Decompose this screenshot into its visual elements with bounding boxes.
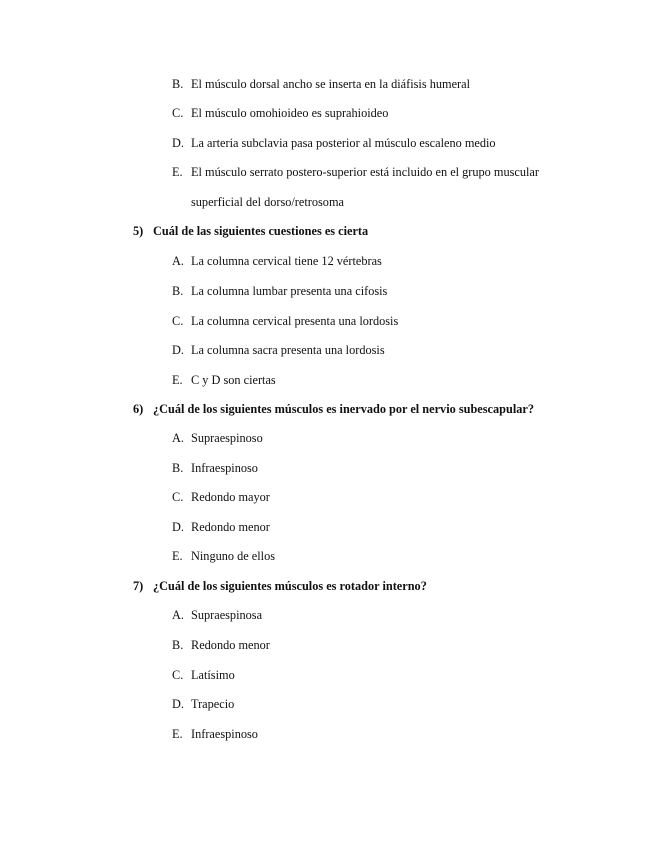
option-text: Redondo mayor bbox=[191, 490, 270, 504]
option-text: Redondo menor bbox=[191, 638, 270, 652]
option-text: Latísimo bbox=[191, 668, 235, 682]
option-letter: D. bbox=[172, 343, 184, 357]
option-text: El músculo serrato postero-superior está incluido en el grupo muscular bbox=[191, 165, 539, 179]
option-text: Trapecio bbox=[191, 697, 235, 711]
question-text: Cuál de las siguientes cuestiones es cierta bbox=[153, 224, 369, 238]
option-text: La columna cervical tiene 12 vértebras bbox=[191, 254, 382, 268]
option-text: El músculo dorsal ancho se inserta en la diáfisis humeral bbox=[191, 77, 470, 91]
option-letter: C. bbox=[172, 106, 184, 120]
option-text: Redondo menor bbox=[191, 520, 270, 534]
option-letter: E. bbox=[172, 165, 183, 179]
option-text: La columna cervical presenta una lordosis bbox=[191, 314, 399, 328]
option-text: C y D son ciertas bbox=[191, 373, 276, 387]
option-letter: A. bbox=[172, 431, 184, 445]
option-text: Infraespinoso bbox=[191, 727, 258, 741]
option-letter: A. bbox=[172, 254, 184, 268]
option-letter: E. bbox=[172, 549, 183, 563]
option-letter: D. bbox=[172, 697, 184, 711]
option-letter: B. bbox=[172, 638, 184, 652]
option-letter: D. bbox=[172, 136, 184, 150]
question-text: ¿Cuál de los siguientes músculos es rotador interno? bbox=[153, 579, 427, 593]
option-text: superficial del dorso/retrosoma bbox=[191, 195, 344, 209]
option-text: Supraespinoso bbox=[191, 431, 263, 445]
option-letter: C. bbox=[172, 668, 184, 682]
question-number: 6) bbox=[133, 402, 144, 416]
option-letter: D. bbox=[172, 520, 184, 534]
option-letter: E. bbox=[172, 373, 183, 387]
option-text: Supraespinosa bbox=[191, 608, 263, 622]
option-text: El músculo omohioideo es suprahioideo bbox=[191, 106, 389, 120]
option-text: La columna sacra presenta una lordosis bbox=[191, 343, 385, 357]
option-text: La arteria subclavia pasa posterior al músculo escaleno medio bbox=[191, 136, 496, 150]
option-letter: E. bbox=[172, 727, 183, 741]
option-letter: C. bbox=[172, 314, 184, 328]
option-letter: B. bbox=[172, 461, 184, 475]
question-text: ¿Cuál de los siguientes músculos es inervado por el nervio subescapular? bbox=[153, 402, 535, 416]
option-letter: B. bbox=[172, 284, 184, 298]
option-letter: C. bbox=[172, 490, 184, 504]
question-number: 5) bbox=[133, 224, 144, 238]
question-number: 7) bbox=[133, 579, 144, 593]
option-letter: A. bbox=[172, 608, 184, 622]
option-letter: B. bbox=[172, 77, 184, 91]
option-text: La columna lumbar presenta una cifosis bbox=[191, 284, 388, 298]
option-text: Infraespinoso bbox=[191, 461, 258, 475]
option-text: Ninguno de ellos bbox=[191, 549, 276, 563]
